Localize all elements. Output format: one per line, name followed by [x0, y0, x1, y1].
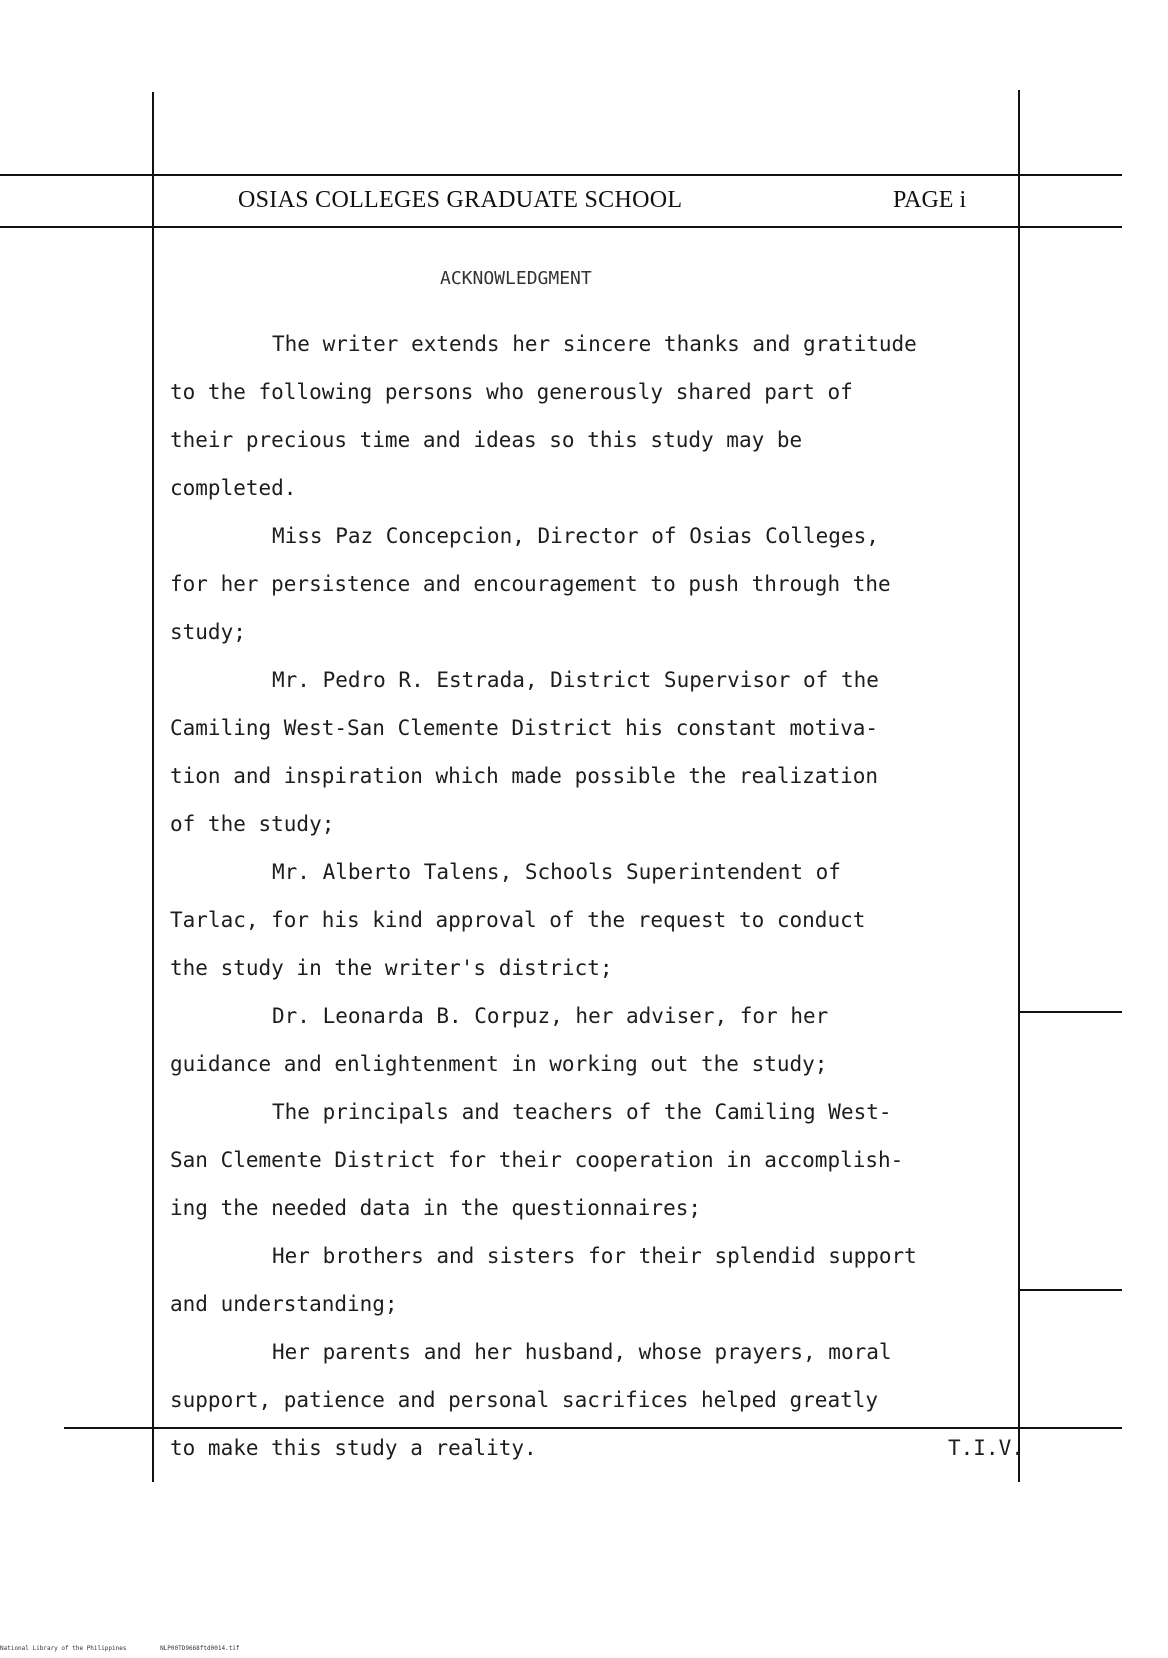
- text-line: Her brothers and sisters for their splendid support: [272, 1244, 917, 1268]
- text-line: the study in the writer's district;: [170, 956, 613, 980]
- right-tick-rule-1: [1018, 1011, 1122, 1013]
- left-margin-line: [152, 92, 154, 1482]
- text-line: [170, 1424, 1024, 1472]
- text-line: ing the needed data in the questionnaires;: [170, 1196, 702, 1220]
- text-line: their precious time and ideas so this study may be: [170, 428, 803, 452]
- file-name: NLP00TD9668ftd0014.tif: [160, 1645, 240, 1652]
- text-line: Her parents and her husband, whose prayers, moral: [272, 1340, 892, 1364]
- text-line: support, patience and personal sacrifices helped greatly: [170, 1388, 879, 1412]
- text-line: of the study;: [170, 812, 335, 836]
- text-line: guidance and enlightenment in working out the study;: [170, 1052, 828, 1076]
- text-line: Tarlac, for his kind approval of the request to conduct: [170, 908, 866, 932]
- paragraph-supervisor: [170, 656, 1010, 848]
- paragraph-teachers: [170, 1088, 1010, 1232]
- paragraph-family: [170, 1328, 1024, 1472]
- header-bottom-rule: [0, 226, 1122, 228]
- paragraph-adviser: [170, 992, 1010, 1088]
- text-line: Camiling West-San Clemente District his constant motiva-: [170, 716, 879, 740]
- text-line: tion and inspiration which made possible the realization: [170, 764, 879, 788]
- text-line: for her persistence and encouragement to push through the: [170, 572, 891, 596]
- paragraph-superintendent: [170, 848, 1010, 992]
- author-initials: T.I.V.: [948, 1436, 1024, 1460]
- text-line: Miss Paz Concepcion, Director of Osias Colleges,: [272, 524, 879, 548]
- text-line: and understanding;: [170, 1292, 398, 1316]
- text-line: study;: [170, 620, 246, 644]
- text-line: Mr. Pedro R. Estrada, District Supervisor of the: [272, 668, 879, 692]
- text-line: Mr. Alberto Talens, Schools Superintendent of: [272, 860, 841, 884]
- right-tick-rule-2: [1018, 1289, 1122, 1291]
- text-line: The writer extends her sincere thanks and gratitude: [272, 332, 917, 356]
- text-line: Dr. Leonarda B. Corpuz, her adviser, for her: [272, 1004, 829, 1028]
- text-line: completed.: [170, 476, 297, 500]
- text-line-content: to make this study a reality.: [170, 1436, 537, 1460]
- text-line: to the following persons who generously shared part of: [170, 380, 853, 404]
- acknowledgment-heading: ACKNOWLEDGMENT: [440, 268, 592, 289]
- library-credit: National Library of the Philippines: [0, 1645, 127, 1652]
- text-line: The principals and teachers of the Camiling West-: [272, 1100, 892, 1124]
- institution-title: OSIAS COLLEGES GRADUATE SCHOOL: [238, 187, 683, 213]
- paragraph-intro: [170, 320, 1010, 512]
- text-line: San Clemente District for their cooperation in accomplish-: [170, 1148, 904, 1172]
- right-margin-line: [1018, 90, 1020, 1482]
- scan-footer: [0, 1645, 270, 1652]
- paragraph-siblings: [170, 1232, 1010, 1328]
- page-number: PAGE i: [893, 187, 967, 213]
- paragraph-director: [170, 512, 1010, 656]
- header-top-rule: [0, 174, 1122, 176]
